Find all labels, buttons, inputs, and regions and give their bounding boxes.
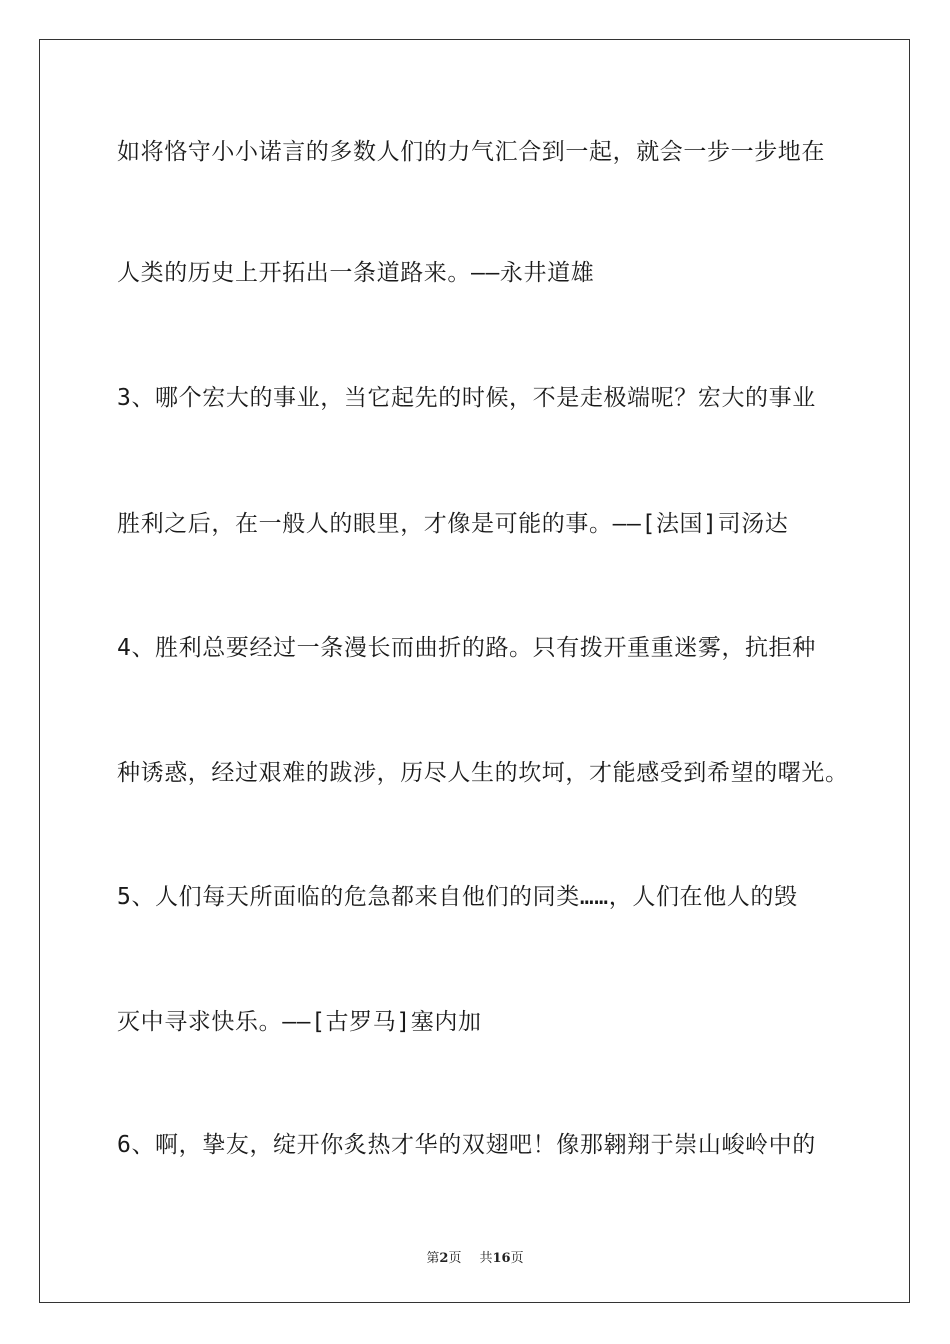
text-line: 胜利之后，在一般人的眼里，才像是可能的事。——[法国]司汤达	[117, 511, 789, 537]
total-label-suffix: 页	[510, 1251, 524, 1266]
text-line: 种诱惑，经过艰难的跋涉，历尽人生的坎坷，才能感受到希望的曙光。	[117, 760, 849, 786]
page-label-prefix: 第	[426, 1251, 440, 1266]
page-number: 2	[439, 1251, 449, 1266]
text-line: 5、人们每天所面临的危急都来自他们的同类……，人们在他人的毁	[117, 884, 798, 910]
text-line: 如将恪守小小诺言的多数人们的力气汇合到一起，就会一步一步地在	[117, 139, 825, 165]
page-label-suffix: 页	[448, 1251, 462, 1266]
total-label-prefix: 共	[479, 1251, 493, 1266]
page-border	[39, 39, 910, 1303]
text-line: 人类的历史上开拓出一条道路来。——永井道雄	[117, 260, 595, 286]
text-line: 4、胜利总要经过一条漫长而曲折的路。只有拨开重重迷雾，抗拒种	[117, 635, 816, 661]
page-footer	[0, 1247, 950, 1266]
total-pages: 16	[492, 1251, 511, 1266]
text-line: 3、哪个宏大的事业，当它起先的时候，不是走极端呢？宏大的事业	[117, 385, 816, 411]
text-line: 灭中寻求快乐。——[古罗马]塞内加	[117, 1009, 482, 1035]
text-line: 6、啊，挚友，绽开你炙热才华的双翅吧！像那翱翔于崇山峻岭中的	[117, 1132, 816, 1158]
